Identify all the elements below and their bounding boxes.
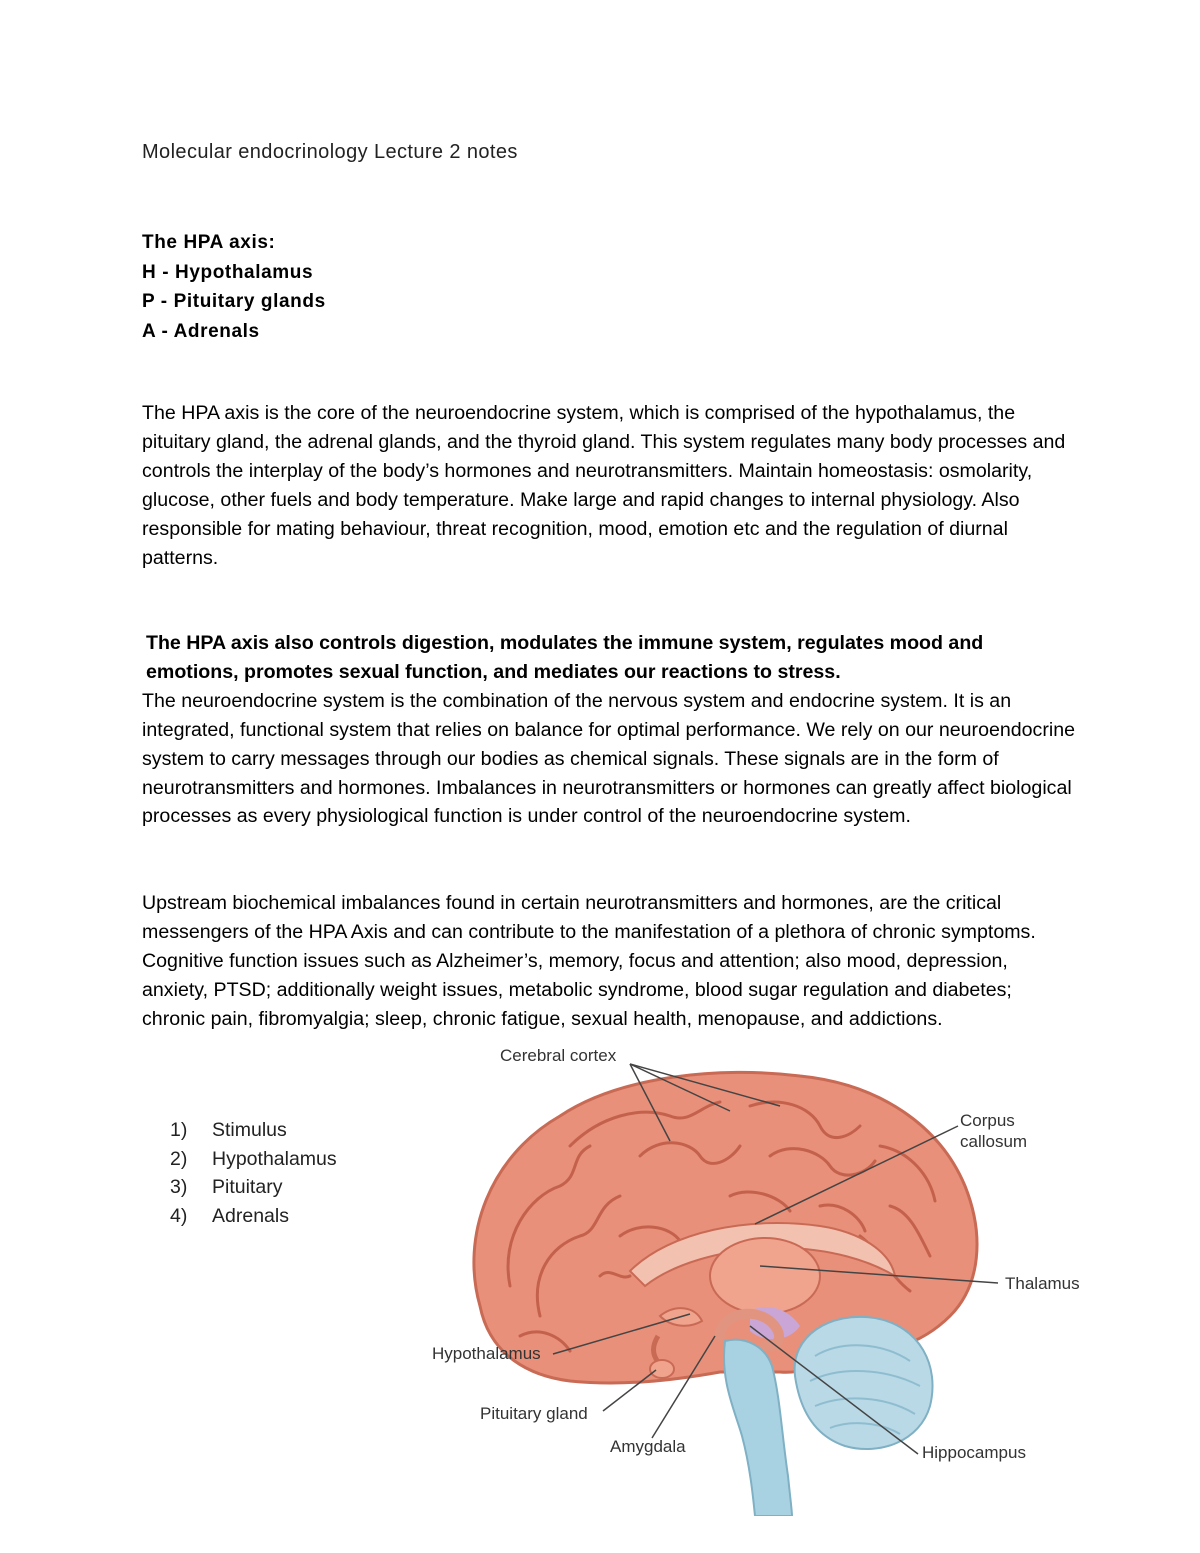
- brain-illustration: [420, 1036, 1100, 1516]
- hpa-heading: The HPA axis:: [142, 232, 276, 253]
- step-number: 2): [170, 1147, 188, 1170]
- step-item: [170, 1145, 337, 1174]
- step-label: Stimulus: [212, 1119, 287, 1141]
- label-pituitary-gland: Pituitary gland: [480, 1404, 588, 1423]
- step-label: Pituitary: [212, 1176, 283, 1198]
- label-hippocampus: Hippocampus: [922, 1443, 1026, 1462]
- hpa-item-a: A - Adrenals: [142, 320, 260, 342]
- hpa-acronym-list: [142, 228, 326, 346]
- thalamus-shape: [710, 1238, 820, 1314]
- pituitary-shape: [650, 1360, 674, 1378]
- step-item: [170, 1202, 337, 1231]
- step-number: 3): [170, 1176, 188, 1198]
- step-number: 4): [170, 1204, 188, 1227]
- paragraph-neuroendocrine: [142, 629, 1077, 831]
- label-thalamus: Thalamus: [1005, 1274, 1080, 1293]
- paragraph-hpa-controls: The HPA axis also controls digestion, modulates the immune system, regulates mood and emotions, promotes sexual function, and mediates our reactions to stress.: [146, 632, 984, 683]
- hpa-item-h: H - Hypothalamus: [142, 261, 314, 283]
- paragraph-hpa-core: The HPA axis is the core of the neuroendocrine system, which is comprised of the hypothalamus, the pituitary gland, the adrenal glands, and the thyroid gland. This system regulates many body processes and controls the interplay of the body’s hormones and neurotransmitters. Maintain homeostasis: osmolarity, glucose, other fuels and body temperature. Make large and rapid changes to internal physiology. Also responsible for mating behaviour, threat recognition, mood, emotion etc and the regulation of diurnal patterns.: [142, 402, 1066, 569]
- step-label: Hypothalamus: [212, 1147, 337, 1170]
- hpa-steps-list: [170, 1116, 337, 1230]
- label-cerebral-cortex: Cerebral cortex: [500, 1046, 617, 1065]
- step-number: 1): [170, 1119, 188, 1141]
- label-corpus: Corpus: [960, 1111, 1015, 1130]
- document-title: Molecular endocrinology Lecture 2 notes: [142, 141, 518, 163]
- hpa-item-p: P - Pituitary glands: [142, 291, 326, 312]
- step-item: [170, 1173, 337, 1202]
- step-label: Adrenals: [212, 1204, 289, 1227]
- paragraph-neuroendocrine-body: The neuroendocrine system is the combination of the nervous system and endocrine system. It is an integrated, functional system that relies on balance for optimal performance. We rely on our neuroendocrine system to carry messages through our bodies as chemical signals. These signals are in the form of neurotransmitters and hormones. Imbalances in neurotransmitters or hormones can greatly affect biological processes as every physiological function is under control of the neuroendocrine system.: [142, 689, 1076, 828]
- label-hypothalamus: Hypothalamus: [432, 1344, 541, 1363]
- label-amygdala: Amygdala: [610, 1437, 686, 1456]
- label-callosum: callosum: [960, 1132, 1028, 1151]
- step-item: [170, 1116, 337, 1145]
- brain-anatomy-figure: [420, 1036, 1100, 1516]
- paragraph-upstream-imbalances: Upstream biochemical imbalances found in certain neurotransmitters and hormones, are the critical messengers of the HPA Axis and can contribute to the manifestation of a plethora of chronic symptoms. Cognitive function issues such as Alzheimer’s, memory, focus and attention; also mood, depression, anxiety, PTSD; additionally weight issues, metabolic syndrome, blood sugar regulation and diabetes; chronic pain, fibromyalgia; sleep, chronic fatigue, sexual health, menopause, and addictions.: [142, 892, 1036, 1030]
